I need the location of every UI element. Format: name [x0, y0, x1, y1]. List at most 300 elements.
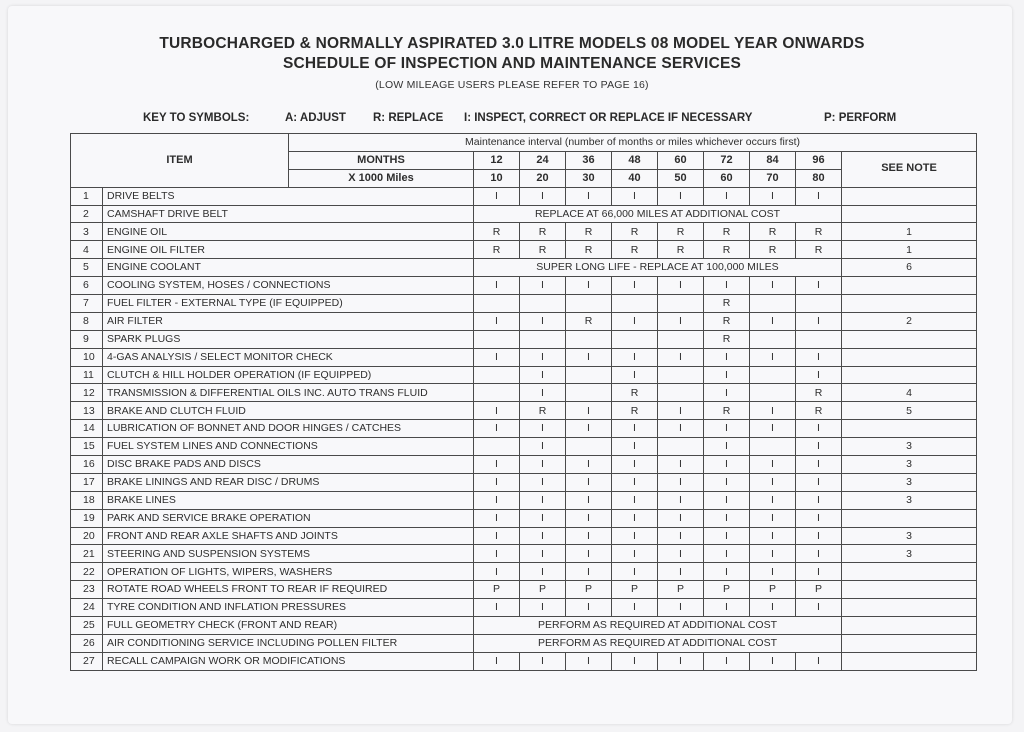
interval-cell — [520, 295, 566, 313]
interval-cell: I — [566, 348, 612, 366]
interval-cell: I — [750, 491, 796, 509]
item-number: 19 — [71, 509, 103, 527]
see-note-cell: 6 — [842, 259, 977, 277]
item-description: FUEL FILTER - EXTERNAL TYPE (IF EQUIPPED) — [103, 295, 474, 313]
interval-cell: I — [704, 599, 750, 617]
item-description: PARK AND SERVICE BRAKE OPERATION — [103, 509, 474, 527]
interval-cell: R — [566, 312, 612, 330]
interval-cell: I — [796, 277, 842, 295]
header-row-caption — [71, 134, 977, 152]
interval-cell: I — [796, 491, 842, 509]
interval-cell: I — [612, 456, 658, 474]
month-cell: 84 — [750, 151, 796, 169]
interval-cell — [796, 330, 842, 348]
interval-cell: I — [750, 456, 796, 474]
interval-cell: I — [796, 456, 842, 474]
interval-cell: I — [658, 563, 704, 581]
interval-cell — [750, 384, 796, 402]
low-mileage-note: (LOW MILEAGE USERS PLEASE REFER TO PAGE 16) — [375, 79, 649, 91]
month-cell: 96 — [796, 151, 842, 169]
item-number: 1 — [71, 187, 103, 205]
interval-cell: I — [520, 438, 566, 456]
item-description: ROTATE ROAD WHEELS FRONT TO REAR IF REQUIRED — [103, 581, 474, 599]
table-row — [71, 563, 977, 581]
interval-cell — [566, 330, 612, 348]
item-number: 14 — [71, 420, 103, 438]
see-note-cell: 1 — [842, 223, 977, 241]
interval-cell: P — [704, 581, 750, 599]
interval-cell: R — [520, 241, 566, 259]
interval-cell: I — [474, 491, 520, 509]
see-note-cell — [842, 277, 977, 295]
item-description: FUEL SYSTEM LINES AND CONNECTIONS — [103, 438, 474, 456]
item-number: 21 — [71, 545, 103, 563]
table-row — [71, 348, 977, 366]
interval-cell — [750, 366, 796, 384]
item-description: DRIVE BELTS — [103, 187, 474, 205]
interval-cell: I — [750, 652, 796, 670]
interval-cell — [750, 295, 796, 313]
miles-cell: 40 — [612, 169, 658, 187]
interval-cell: I — [474, 652, 520, 670]
month-cell: 36 — [566, 151, 612, 169]
interval-cell: I — [796, 438, 842, 456]
key-perform: P: PERFORM — [824, 112, 897, 124]
item-number: 16 — [71, 456, 103, 474]
interval-cell: R — [474, 241, 520, 259]
interval-cell: I — [566, 527, 612, 545]
interval-cell: I — [750, 473, 796, 491]
item-number: 2 — [71, 205, 103, 223]
interval-cell — [658, 295, 704, 313]
item-number: 22 — [71, 563, 103, 581]
interval-cell: I — [520, 563, 566, 581]
item-description: ENGINE OIL FILTER — [103, 241, 474, 259]
interval-cell: I — [520, 348, 566, 366]
interval-cell: I — [750, 527, 796, 545]
interval-cell: I — [520, 599, 566, 617]
interval-cell: I — [658, 456, 704, 474]
interval-cell: P — [750, 581, 796, 599]
miles-cell: 60 — [704, 169, 750, 187]
interval-cell — [612, 295, 658, 313]
interval-cell — [566, 438, 612, 456]
interval-cell: I — [796, 348, 842, 366]
item-description: BRAKE AND CLUTCH FLUID — [103, 402, 474, 420]
interval-cell: I — [474, 599, 520, 617]
interval-cell: I — [520, 384, 566, 402]
interval-cell: R — [704, 312, 750, 330]
interval-cell: I — [704, 652, 750, 670]
interval-cell: I — [658, 277, 704, 295]
interval-cell: R — [796, 241, 842, 259]
interval-cell — [566, 295, 612, 313]
interval-cell: R — [704, 330, 750, 348]
item-description: CLUTCH & HILL HOLDER OPERATION (IF EQUIPPED) — [103, 366, 474, 384]
interval-cell — [658, 330, 704, 348]
interval-cell: I — [658, 509, 704, 527]
table-row — [71, 223, 977, 241]
interval-cell: I — [796, 652, 842, 670]
month-cell: 12 — [474, 151, 520, 169]
item-number: 9 — [71, 330, 103, 348]
interval-cell: P — [658, 581, 704, 599]
interval-cell: I — [704, 438, 750, 456]
interval-cell: I — [520, 652, 566, 670]
see-note-cell — [842, 634, 977, 652]
item-number: 17 — [71, 473, 103, 491]
interval-cell: I — [796, 527, 842, 545]
interval-cell: I — [796, 420, 842, 438]
interval-cell: I — [474, 563, 520, 581]
interval-cell: I — [612, 652, 658, 670]
see-note-cell — [842, 187, 977, 205]
interval-cell: I — [704, 456, 750, 474]
interval-cell: I — [612, 545, 658, 563]
interval-cell: I — [658, 473, 704, 491]
table-row — [71, 491, 977, 509]
see-note-cell: 3 — [842, 473, 977, 491]
interval-cell — [474, 384, 520, 402]
see-note-cell: 3 — [842, 456, 977, 474]
interval-cell — [566, 366, 612, 384]
interval-cell: I — [704, 384, 750, 402]
interval-cell: I — [520, 366, 566, 384]
maintenance-schedule-table — [70, 133, 977, 671]
interval-cell: I — [658, 491, 704, 509]
interval-cell: I — [566, 277, 612, 295]
interval-cell: I — [658, 187, 704, 205]
interval-cell: I — [520, 456, 566, 474]
item-number: 7 — [71, 295, 103, 313]
month-cell: 60 — [658, 151, 704, 169]
miles-cell: 50 — [658, 169, 704, 187]
interval-cell — [658, 366, 704, 384]
interval-cell: I — [704, 491, 750, 509]
see-note-cell — [842, 652, 977, 670]
interval-cell — [796, 295, 842, 313]
item-number: 4 — [71, 241, 103, 259]
interval-cell: P — [612, 581, 658, 599]
interval-cell: P — [796, 581, 842, 599]
table-row — [71, 295, 977, 313]
interval-cell: R — [796, 223, 842, 241]
miles-cell: 80 — [796, 169, 842, 187]
interval-cell — [612, 330, 658, 348]
interval-cell — [658, 438, 704, 456]
item-number: 11 — [71, 366, 103, 384]
see-note-header: SEE NOTE — [842, 151, 977, 187]
table-row — [71, 527, 977, 545]
item-number: 18 — [71, 491, 103, 509]
miles-label: X 1000 Miles — [289, 169, 474, 187]
item-description: BRAKE LININGS AND REAR DISC / DRUMS — [103, 473, 474, 491]
item-description: LUBRICATION OF BONNET AND DOOR HINGES / CATCHES — [103, 420, 474, 438]
interval-cell: I — [750, 187, 796, 205]
interval-cell: I — [658, 599, 704, 617]
item-number: 5 — [71, 259, 103, 277]
table-row — [71, 509, 977, 527]
table-row — [71, 420, 977, 438]
see-note-cell — [842, 420, 977, 438]
item-description: ENGINE COOLANT — [103, 259, 474, 277]
interval-cell: I — [474, 187, 520, 205]
interval-cell: R — [566, 223, 612, 241]
table-row — [71, 330, 977, 348]
table-row — [71, 205, 977, 223]
item-description: 4-GAS ANALYSIS / SELECT MONITOR CHECK — [103, 348, 474, 366]
item-description: STEERING AND SUSPENSION SYSTEMS — [103, 545, 474, 563]
interval-caption: Maintenance interval (number of months or miles whichever occurs first) — [289, 134, 977, 152]
see-note-cell — [842, 617, 977, 635]
interval-cell: I — [658, 420, 704, 438]
interval-cell: I — [566, 563, 612, 581]
interval-cell: I — [658, 402, 704, 420]
item-number: 10 — [71, 348, 103, 366]
month-cell: 24 — [520, 151, 566, 169]
interval-span-note: PERFORM AS REQUIRED AT ADDITIONAL COST — [474, 617, 842, 635]
item-description: BRAKE LINES — [103, 491, 474, 509]
item-description: CAMSHAFT DRIVE BELT — [103, 205, 474, 223]
interval-cell: I — [612, 491, 658, 509]
interval-cell: I — [474, 312, 520, 330]
interval-cell: I — [704, 563, 750, 581]
interval-cell: I — [520, 277, 566, 295]
miles-cell: 70 — [750, 169, 796, 187]
interval-cell: I — [704, 545, 750, 563]
interval-cell: I — [658, 312, 704, 330]
table-row — [71, 259, 977, 277]
interval-cell: I — [704, 277, 750, 295]
interval-cell: R — [612, 223, 658, 241]
interval-cell: I — [520, 509, 566, 527]
item-number: 6 — [71, 277, 103, 295]
interval-cell: I — [566, 402, 612, 420]
interval-cell: P — [566, 581, 612, 599]
interval-cell: I — [520, 473, 566, 491]
interval-cell: I — [612, 473, 658, 491]
item-description: SPARK PLUGS — [103, 330, 474, 348]
item-number: 8 — [71, 312, 103, 330]
miles-cell: 10 — [474, 169, 520, 187]
table-row — [71, 241, 977, 259]
item-description: DISC BRAKE PADS AND DISCS — [103, 456, 474, 474]
interval-cell: R — [750, 241, 796, 259]
see-note-cell — [842, 599, 977, 617]
item-description: TRANSMISSION & DIFFERENTIAL OILS INC. AUTO TRANS FLUID — [103, 384, 474, 402]
interval-cell — [658, 384, 704, 402]
interval-cell: I — [750, 277, 796, 295]
table-row — [71, 402, 977, 420]
interval-cell: R — [612, 402, 658, 420]
interval-cell: R — [658, 223, 704, 241]
interval-cell: I — [704, 348, 750, 366]
month-cell: 48 — [612, 151, 658, 169]
item-description: FRONT AND REAR AXLE SHAFTS AND JOINTS — [103, 527, 474, 545]
see-note-cell: 4 — [842, 384, 977, 402]
interval-span-note: REPLACE AT 66,000 MILES AT ADDITIONAL COST — [474, 205, 842, 223]
see-note-cell — [842, 509, 977, 527]
item-number: 12 — [71, 384, 103, 402]
interval-cell: I — [474, 527, 520, 545]
table-row — [71, 634, 977, 652]
item-number: 24 — [71, 599, 103, 617]
item-number: 20 — [71, 527, 103, 545]
table-row — [71, 581, 977, 599]
item-description: COOLING SYSTEM, HOSES / CONNECTIONS — [103, 277, 474, 295]
interval-cell: I — [566, 545, 612, 563]
key-label: KEY TO SYMBOLS: — [143, 112, 250, 124]
item-number: 13 — [71, 402, 103, 420]
key-replace: R: REPLACE — [373, 112, 444, 124]
interval-cell: I — [612, 348, 658, 366]
interval-cell: I — [612, 366, 658, 384]
see-note-cell — [842, 205, 977, 223]
see-note-cell: 3 — [842, 527, 977, 545]
interval-cell: I — [612, 527, 658, 545]
table-row — [71, 617, 977, 635]
interval-cell: I — [566, 473, 612, 491]
table-row — [71, 366, 977, 384]
see-note-cell — [842, 348, 977, 366]
interval-cell: R — [750, 223, 796, 241]
interval-cell: I — [750, 545, 796, 563]
interval-cell: R — [704, 402, 750, 420]
miles-cell: 20 — [520, 169, 566, 187]
interval-cell: I — [612, 420, 658, 438]
item-description: AIR CONDITIONING SERVICE INCLUDING POLLEN FILTER — [103, 634, 474, 652]
key-adjust: A: ADJUST — [285, 112, 346, 124]
interval-cell: P — [474, 581, 520, 599]
interval-cell: P — [520, 581, 566, 599]
interval-cell: I — [658, 527, 704, 545]
interval-cell: R — [474, 223, 520, 241]
interval-cell: I — [474, 509, 520, 527]
see-note-cell: 3 — [842, 491, 977, 509]
table-row — [71, 438, 977, 456]
interval-cell: I — [566, 491, 612, 509]
interval-cell: I — [520, 420, 566, 438]
interval-cell: I — [796, 563, 842, 581]
interval-cell: I — [566, 652, 612, 670]
item-description: AIR FILTER — [103, 312, 474, 330]
interval-cell: R — [612, 384, 658, 402]
interval-cell: I — [750, 312, 796, 330]
see-note-cell: 3 — [842, 438, 977, 456]
interval-cell — [566, 384, 612, 402]
interval-cell: R — [796, 402, 842, 420]
document-subtitle: SCHEDULE OF INSPECTION AND MAINTENANCE SERVICES — [282, 55, 742, 72]
see-note-cell — [842, 330, 977, 348]
see-note-cell: 5 — [842, 402, 977, 420]
interval-cell: R — [704, 241, 750, 259]
interval-cell: I — [474, 402, 520, 420]
item-description: TYRE CONDITION AND INFLATION PRESSURES — [103, 599, 474, 617]
item-description: FULL GEOMETRY CHECK (FRONT AND REAR) — [103, 617, 474, 635]
item-description: RECALL CAMPAIGN WORK OR MODIFICATIONS — [103, 652, 474, 670]
item-header: ITEM — [71, 134, 289, 188]
interval-cell: R — [704, 223, 750, 241]
table-row — [71, 277, 977, 295]
interval-cell: I — [750, 402, 796, 420]
interval-cell: I — [612, 509, 658, 527]
months-label: MONTHS — [289, 151, 474, 169]
interval-cell: I — [750, 563, 796, 581]
see-note-cell — [842, 563, 977, 581]
interval-cell: I — [612, 438, 658, 456]
interval-cell: I — [474, 545, 520, 563]
interval-cell: I — [704, 366, 750, 384]
interval-cell: I — [612, 599, 658, 617]
table-row — [71, 187, 977, 205]
interval-cell: I — [566, 599, 612, 617]
interval-cell: R — [796, 384, 842, 402]
interval-cell: I — [612, 563, 658, 581]
see-note-cell — [842, 295, 977, 313]
interval-cell: I — [796, 473, 842, 491]
interval-cell — [474, 366, 520, 384]
interval-cell: I — [750, 509, 796, 527]
interval-cell: I — [474, 473, 520, 491]
document-title: TURBOCHARGED & NORMALLY ASPIRATED 3.0 LITRE MODELS 08 MODEL YEAR ONWARDS — [159, 35, 865, 52]
see-note-cell: 3 — [842, 545, 977, 563]
interval-cell: I — [796, 545, 842, 563]
table-row — [71, 599, 977, 617]
interval-cell: I — [612, 277, 658, 295]
interval-cell — [474, 330, 520, 348]
item-number: 15 — [71, 438, 103, 456]
interval-cell: I — [796, 187, 842, 205]
interval-cell: I — [704, 420, 750, 438]
table-row — [71, 545, 977, 563]
interval-cell — [750, 330, 796, 348]
item-description: ENGINE OIL — [103, 223, 474, 241]
interval-cell: R — [520, 223, 566, 241]
interval-cell: R — [566, 241, 612, 259]
interval-cell: I — [474, 277, 520, 295]
interval-cell: R — [520, 402, 566, 420]
interval-cell: I — [750, 420, 796, 438]
see-note-cell — [842, 581, 977, 599]
interval-cell: I — [750, 348, 796, 366]
interval-span-note: SUPER LONG LIFE - REPLACE AT 100,000 MILES — [474, 259, 842, 277]
interval-cell: I — [796, 312, 842, 330]
interval-cell: I — [658, 348, 704, 366]
see-note-cell: 2 — [842, 312, 977, 330]
interval-cell — [474, 438, 520, 456]
interval-cell: I — [566, 187, 612, 205]
table-row — [71, 312, 977, 330]
item-number: 26 — [71, 634, 103, 652]
interval-cell: I — [520, 491, 566, 509]
miles-cell: 30 — [566, 169, 612, 187]
table-row — [71, 384, 977, 402]
interval-cell: I — [520, 545, 566, 563]
interval-cell: I — [520, 527, 566, 545]
interval-cell: I — [796, 366, 842, 384]
see-note-cell — [842, 366, 977, 384]
interval-cell: I — [796, 599, 842, 617]
item-number: 25 — [71, 617, 103, 635]
item-number: 23 — [71, 581, 103, 599]
interval-cell: I — [520, 312, 566, 330]
interval-cell: I — [704, 527, 750, 545]
interval-cell: I — [612, 187, 658, 205]
interval-cell: R — [612, 241, 658, 259]
table-row — [71, 473, 977, 491]
interval-cell: I — [750, 599, 796, 617]
interval-cell: I — [566, 509, 612, 527]
